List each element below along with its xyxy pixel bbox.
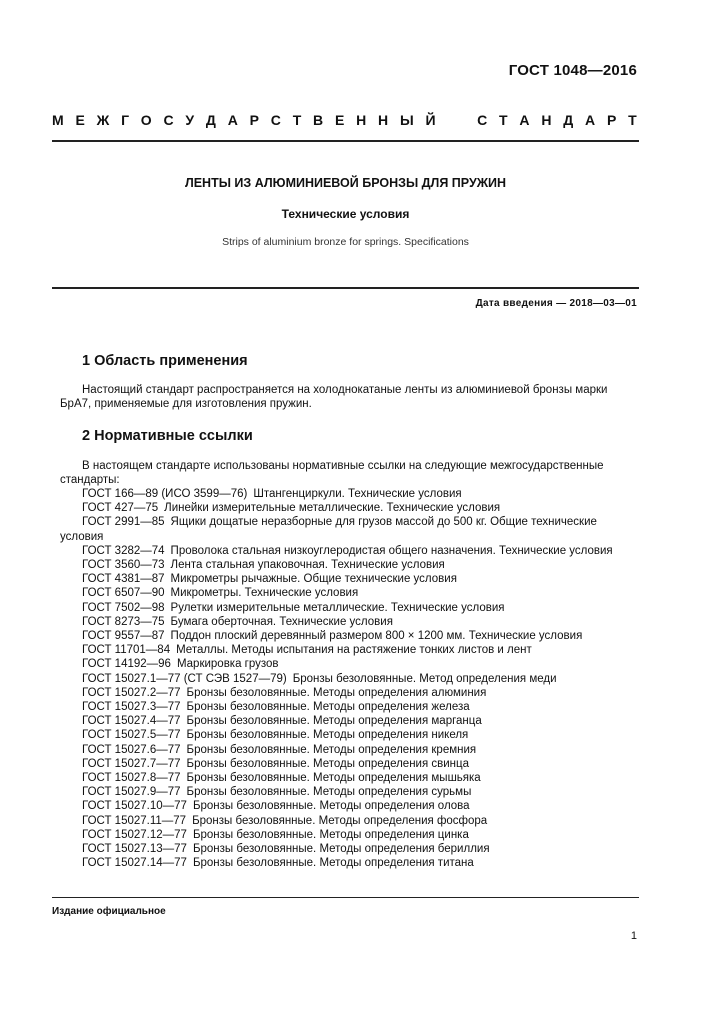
reference-item bbox=[60, 856, 637, 870]
reference-title: Бронзы безоловянные. Методы определения никеля bbox=[186, 729, 469, 742]
interstate-word1-letter: С bbox=[163, 112, 174, 128]
interstate-word1-letter: В bbox=[313, 112, 324, 128]
reference-title: Линейки измерительные металлические. Технические условия bbox=[164, 502, 501, 515]
interstate-word1-letter: Р bbox=[249, 112, 259, 128]
reference-code: ГОСТ 15027.7—77 bbox=[82, 757, 181, 770]
interstate-word2-letter: А bbox=[519, 112, 530, 128]
reference-item bbox=[60, 629, 637, 643]
section-1-heading: 1 Область применения bbox=[82, 353, 248, 369]
interstate-word1-letter: Н bbox=[356, 112, 367, 128]
section-1-text: Настоящий стандарт распространяется на холоднокатаные ленты из алюминиевой бронзы марки БрА7, применяемые для изготовления пружин. bbox=[60, 384, 608, 410]
interstate-word1-letter: Ы bbox=[399, 112, 414, 128]
reference-title: Маркировка грузов bbox=[176, 658, 279, 671]
reference-title: Бронзы безоловянные. Методы определения фосфора bbox=[192, 814, 488, 827]
reference-title: Микрометры. Технические условия bbox=[170, 587, 359, 600]
section-2-heading: 2 Нормативные ссылки bbox=[82, 428, 253, 444]
reference-item bbox=[60, 700, 637, 714]
reference-code: ГОСТ 15027.3—77 bbox=[82, 701, 181, 714]
reference-code: ГОСТ 15027.13—77 bbox=[82, 843, 187, 856]
reference-item bbox=[60, 743, 637, 757]
interstate-word1-letter: С bbox=[270, 112, 281, 128]
normative-references-list bbox=[60, 487, 637, 870]
reference-item bbox=[60, 785, 637, 799]
reference-code: ГОСТ 15027.2—77 bbox=[82, 686, 181, 699]
reference-item bbox=[60, 487, 637, 501]
reference-title: Бронзы безоловянные. Методы определения титана bbox=[192, 857, 474, 870]
reference-title: Бронзы безоловянные. Методы определения цинка bbox=[192, 828, 469, 841]
reference-code: ГОСТ 6507—90 bbox=[82, 587, 165, 600]
word-gap bbox=[447, 112, 465, 128]
reference-code: ГОСТ 15027.1—77 (СТ СЭВ 1527—79) bbox=[82, 672, 287, 685]
reference-title: Поддон плоский деревянный размером 800 × 1200 мм. Технические условия bbox=[170, 630, 583, 643]
document-title-english: Strips of aluminium bronze for springs. Specifications bbox=[222, 236, 469, 248]
effective-date: Дата введения — 2018—03—01 bbox=[475, 298, 637, 309]
reference-code: ГОСТ 11701—84 bbox=[82, 644, 171, 657]
reference-title: Ящики дощатые неразборные для грузов массой до 500 кг. Общие технические условия bbox=[60, 516, 597, 543]
reference-code: ГОСТ 15027.6—77 bbox=[82, 743, 181, 756]
reference-title: Лента стальная упаковочная. Технические условия bbox=[170, 559, 445, 572]
interstate-word1-letter: Д bbox=[205, 112, 216, 128]
reference-item bbox=[60, 828, 637, 842]
reference-code: ГОСТ 166—89 (ИСО 3599—76) bbox=[82, 488, 248, 500]
interstate-word2-letter: Р bbox=[606, 112, 617, 128]
reference-title: Штангенциркули. Технические условия bbox=[253, 488, 462, 500]
interstate-word1-letter: М bbox=[52, 112, 64, 128]
reference-code: ГОСТ 15027.4—77 bbox=[82, 715, 181, 728]
reference-item bbox=[60, 686, 637, 700]
reference-title: Бронзы безоловянные. Методы определения олова bbox=[192, 800, 470, 813]
section-2-intro: В настоящем стандарте использованы нормативные ссылки на следующие межгосударственные стандарты: bbox=[60, 460, 604, 486]
interstate-word1-letter: О bbox=[140, 112, 152, 128]
reference-item bbox=[60, 558, 637, 572]
interstate-standard-title bbox=[52, 112, 637, 128]
reference-item bbox=[60, 814, 637, 828]
middle-rule bbox=[52, 287, 639, 289]
reference-title: Проволока стальная низкоуглеродистая общего назначения. Технические условия bbox=[170, 544, 613, 557]
reference-code: ГОСТ 9557—87 bbox=[82, 630, 165, 643]
reference-item bbox=[60, 714, 637, 728]
reference-code: ГОСТ 15027.8—77 bbox=[82, 772, 181, 785]
reference-item bbox=[60, 643, 637, 657]
reference-title: Бронзы безоловянные. Методы определения марганца bbox=[186, 715, 482, 728]
reference-title: Рулетки измерительные металлические. Технические условия bbox=[170, 601, 505, 614]
reference-code: ГОСТ 7502—98 bbox=[82, 601, 165, 614]
reference-code: ГОСТ 4381—87 bbox=[82, 573, 165, 586]
reference-code: ГОСТ 427—75 bbox=[82, 502, 159, 515]
reference-code: ГОСТ 15027.14—77 bbox=[82, 857, 187, 870]
reference-title: Бронзы безоловянные. Методы определения алюминия bbox=[186, 686, 487, 699]
reference-code: ГОСТ 15027.11—77 bbox=[82, 814, 187, 827]
bottom-rule bbox=[52, 897, 639, 898]
document-subtitle: Технические условия bbox=[281, 207, 410, 221]
reference-code: ГОСТ 8273—75 bbox=[82, 615, 165, 628]
interstate-word1-letter: Т bbox=[292, 112, 302, 128]
reference-title: Микрометры рычажные. Общие технические условия bbox=[170, 573, 457, 586]
reference-item bbox=[60, 572, 637, 586]
reference-item bbox=[60, 601, 637, 615]
interstate-word2-letter: Т bbox=[499, 112, 508, 128]
interstate-word1-letter: Е bbox=[75, 112, 85, 128]
official-edition-note: Издание официальное bbox=[52, 906, 166, 917]
reference-title: Бронзы безоловянные. Методы определения кремния bbox=[186, 743, 477, 756]
reference-title: Бронзы безоловянные. Методы определения свинца bbox=[186, 757, 470, 770]
top-rule bbox=[52, 140, 639, 142]
reference-item bbox=[60, 586, 637, 600]
reference-item bbox=[60, 615, 637, 629]
interstate-word1-letter: Й bbox=[425, 112, 436, 128]
interstate-word2-letter: А bbox=[585, 112, 596, 128]
reference-item bbox=[60, 544, 637, 558]
reference-item bbox=[60, 757, 637, 771]
reference-title: Бронзы безоловянные. Методы определения мышьяка bbox=[186, 772, 481, 785]
reference-title: Бронзы безоловянные. Метод определения меди bbox=[292, 672, 557, 685]
interstate-word2-letter: Д bbox=[563, 112, 574, 128]
reference-item bbox=[60, 515, 637, 543]
reference-code: ГОСТ 3560—73 bbox=[82, 559, 165, 572]
reference-code: ГОСТ 2991—85 bbox=[82, 516, 165, 529]
reference-code: ГОСТ 15027.5—77 bbox=[82, 729, 181, 742]
reference-code: ГОСТ 3282—74 bbox=[82, 544, 165, 557]
reference-title: Бронзы безоловянные. Методы определения бериллия bbox=[192, 843, 490, 856]
reference-code: ГОСТ 15027.9—77 bbox=[82, 786, 181, 799]
reference-title: Бронзы безоловянные. Методы определения железа bbox=[186, 701, 470, 714]
interstate-word2-letter: Н bbox=[541, 112, 552, 128]
reference-item bbox=[60, 842, 637, 856]
reference-item bbox=[60, 672, 637, 686]
reference-item bbox=[60, 771, 637, 785]
interstate-word1-letter: Е bbox=[334, 112, 345, 128]
interstate-word1-letter: У bbox=[185, 112, 195, 128]
reference-item bbox=[60, 501, 637, 515]
reference-item bbox=[60, 728, 637, 742]
interstate-word2-letter: С bbox=[477, 112, 488, 128]
reference-title: Бумага оберточная. Технические условия bbox=[170, 615, 393, 628]
interstate-word2-letter: Т bbox=[628, 112, 637, 128]
gost-code: ГОСТ 1048—2016 bbox=[508, 62, 637, 79]
reference-item bbox=[60, 799, 637, 813]
reference-title: Металлы. Методы испытания на растяжение тонких листов и лент bbox=[176, 644, 532, 657]
document-title: ЛЕНТЫ ИЗ АЛЮМИНИЕВОЙ БРОНЗЫ ДЛЯ ПРУЖИН bbox=[184, 176, 507, 190]
interstate-word1-letter: Г bbox=[121, 112, 129, 128]
page-number: 1 bbox=[630, 930, 637, 942]
interstate-word1-letter: А bbox=[227, 112, 238, 128]
interstate-word1-letter: Ж bbox=[96, 112, 110, 128]
reference-item bbox=[60, 657, 637, 671]
reference-code: ГОСТ 15027.12—77 bbox=[82, 828, 187, 841]
interstate-word1-letter: Н bbox=[378, 112, 389, 128]
reference-code: ГОСТ 14192—96 bbox=[82, 658, 171, 671]
reference-code: ГОСТ 15027.10—77 bbox=[82, 800, 187, 813]
reference-title: Бронзы безоловянные. Методы определения сурьмы bbox=[186, 786, 472, 799]
